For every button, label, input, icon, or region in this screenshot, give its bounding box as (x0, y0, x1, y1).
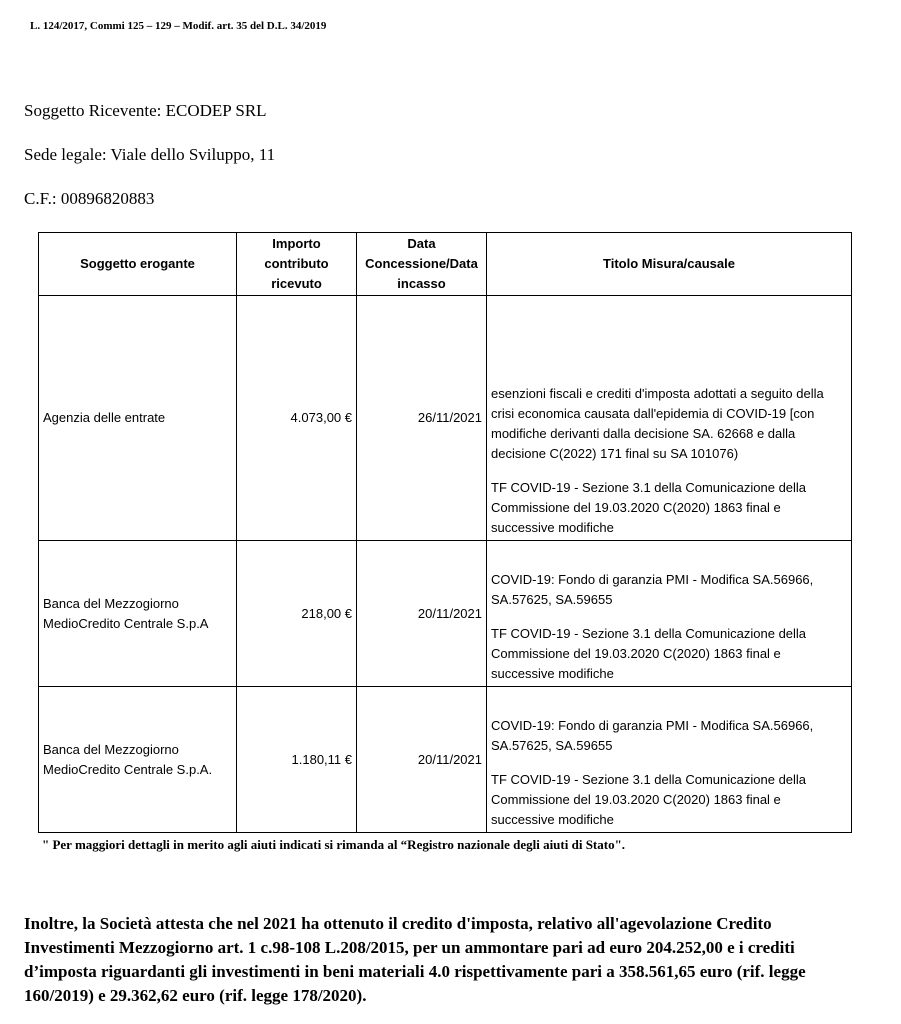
cell-measure (487, 687, 852, 833)
cell-amount: 4.073,00 € (237, 296, 357, 541)
table-row (39, 541, 852, 687)
recipient-name: Soggetto Ricevente: ECODEP SRL (24, 101, 267, 120)
cell-amount: 1.180,11 € (237, 687, 357, 833)
footnote: " Per maggiori dettagli in merito agli aiuti indicati si rimanda al “Registro nazionale degli aiuti di Stato". (42, 837, 626, 852)
header-amount: Importo contributo ricevuto (237, 233, 357, 296)
header-measure: Titolo Misura/causale (487, 233, 852, 296)
cell-measure (487, 541, 852, 687)
table-row (39, 687, 852, 833)
measure-framework: TF COVID-19 - Sezione 3.1 della Comunicazione della Commissione del 19.03.2020 C(2020) 1863 final e successive modifiche (491, 772, 807, 827)
state-aid-table (38, 232, 852, 833)
header-date: Data Concessione/Data incasso (357, 233, 487, 296)
cell-provider: Banca del Mezzogiorno MedioCredito Centrale S.p.A. (39, 687, 237, 833)
recipient-address: Sede legale: Viale dello Sviluppo, 11 (24, 145, 276, 164)
measure-description: esenzioni fiscali e crediti d'imposta adottati a seguito della crisi economica causata dall'epidemia di COVID-19 [con modifiche derivanti dalla decisione SA. 62668 e dalla decisione C(2022) 171 final su SA 101076) (491, 386, 824, 461)
cell-date: 26/11/2021 (357, 296, 487, 541)
cell-provider: Agenzia delle entrate (39, 296, 237, 541)
law-reference-header: L. 124/2017, Commi 125 – 129 – Modif. art. 35 del D.L. 34/2019 (30, 20, 327, 32)
header-provider: Soggetto erogante (39, 233, 237, 296)
measure-description: COVID-19: Fondo di garanzia PMI - Modifica SA.56966, SA.57625, SA.59655 (491, 718, 814, 753)
cell-date: 20/11/2021 (357, 687, 487, 833)
closing-paragraph: Inoltre, la Società attesta che nel 2021 ha ottenuto il credito d'imposta, relativo all'agevolazione Credito Investimenti Mezzogiorno art. 1 c.98-108 L.208/2015, per un ammontare pari ad euro 204.252,00 e i crediti d’imposta riguardanti gli investimenti in beni materiali 4.0 rispettivamente pari a 358.561,65 euro (rif. legge 160/2019) e 29.362,62 euro (rif. legge 178/2020). (24, 914, 806, 1005)
measure-description: COVID-19: Fondo di garanzia PMI - Modifica SA.56966, SA.57625, SA.59655 (491, 572, 814, 607)
cell-date: 20/11/2021 (357, 541, 487, 687)
table-row (39, 296, 852, 541)
recipient-tax-code: C.F.: 00896820883 (24, 189, 155, 208)
cell-measure (487, 296, 852, 541)
table-header-row (39, 233, 852, 296)
measure-framework: TF COVID-19 - Sezione 3.1 della Comunicazione della Commissione del 19.03.2020 C(2020) 1863 final e successive modifiche (491, 480, 807, 535)
cell-amount: 218,00 € (237, 541, 357, 687)
cell-provider: Banca del Mezzogiorno MedioCredito Centrale S.p.A (39, 541, 237, 687)
measure-framework: TF COVID-19 - Sezione 3.1 della Comunicazione della Commissione del 19.03.2020 C(2020) 1863 final e successive modifiche (491, 626, 807, 681)
